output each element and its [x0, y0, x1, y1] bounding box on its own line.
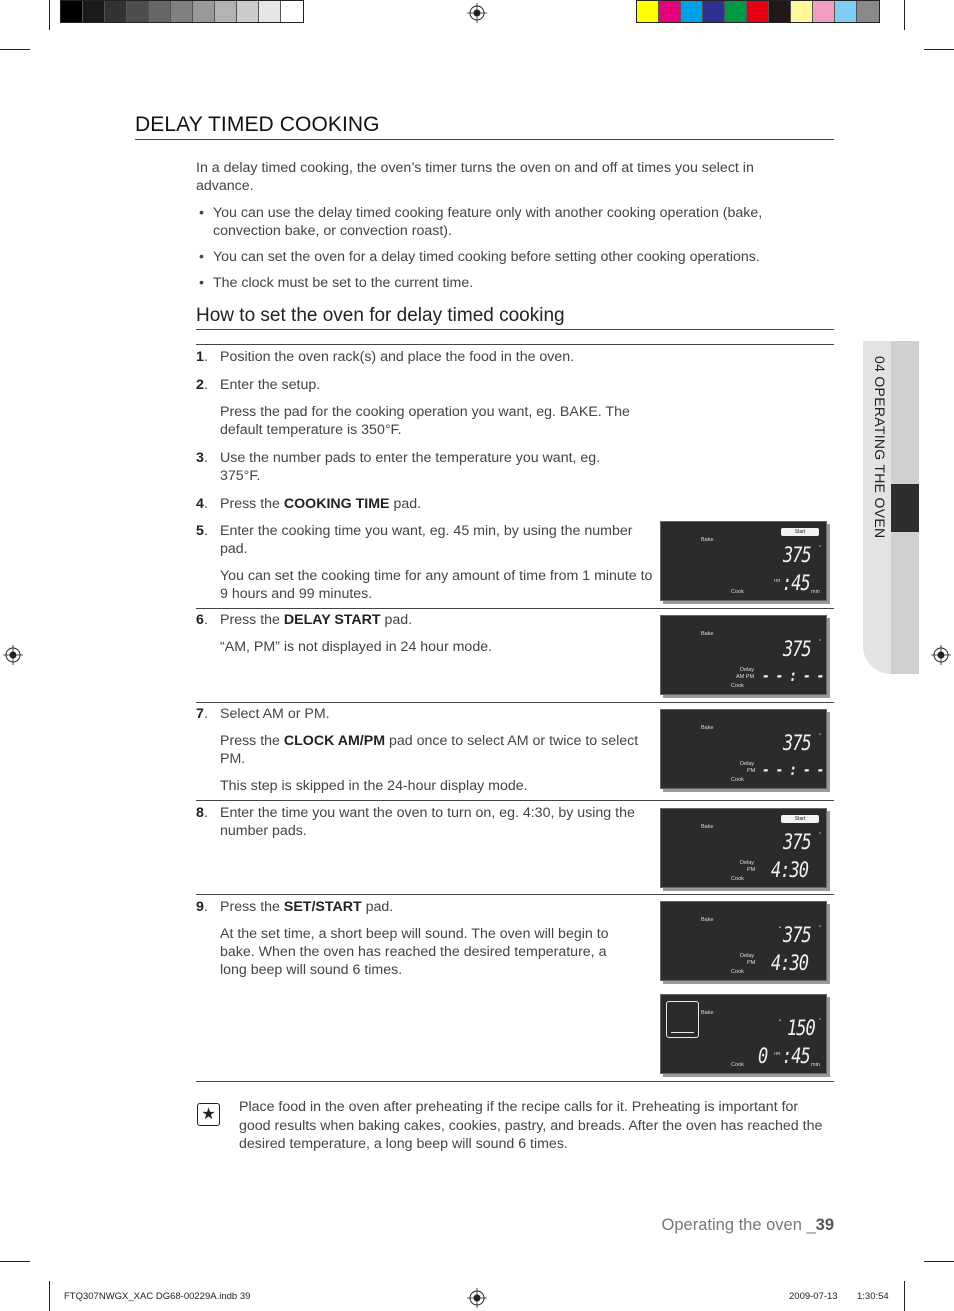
display-ampm-label: PM	[747, 768, 756, 774]
page-footer	[662, 1216, 834, 1235]
step-detail: Press the CLOCK AM/PM pad once to select AM or twice to select PM.	[220, 733, 639, 767]
pad-name: COOKING TIME	[283, 496, 390, 512]
display-cook-label: Cook	[731, 777, 744, 783]
crop-mark	[49, 0, 50, 30]
step-7: 7 . Select AM or PM. Press the CLOCK AM/PM pad once to select AM or twice to select PM. This step is skipped in the 24-hour display mode.	[196, 705, 656, 804]
display-time: 4:30	[771, 951, 808, 976]
display-min-label: min	[811, 1062, 820, 1068]
color-swatch	[281, 1, 303, 22]
oven-display-cook-time	[660, 521, 827, 601]
degree-mark: °	[819, 832, 822, 838]
display-ampm-label: AM PM	[736, 674, 755, 680]
registration-mark-icon	[467, 1288, 487, 1308]
color-swatch	[259, 1, 281, 22]
crop-mark	[904, 1281, 905, 1311]
color-swatch	[637, 1, 659, 22]
display-cook-label: Cook	[731, 589, 744, 595]
step-detail: This step is skipped in the 24-hour display mode.	[220, 778, 528, 794]
display-time: - - : - -	[762, 667, 824, 686]
step-number: 4	[196, 496, 204, 512]
step-detail: You can set the cooking time for any amount of time from 1 minute to 9 hours and 99 minutes.	[220, 568, 653, 602]
step-8: 8 . Enter the time you want the oven to turn on, eg. 4:30, by using the number pads.	[196, 804, 656, 849]
step-1: 1 . Position the oven rack(s) and place the food in the oven.	[196, 348, 656, 375]
degree-mark: °	[819, 639, 822, 645]
pad-name: SET/START	[283, 899, 362, 915]
intro-paragraph: In a delay timed cooking, the oven’s timer turns the oven on and off at times you select in advance.	[196, 160, 754, 194]
color-swatch	[149, 1, 171, 22]
step-6: 6 . Press the DELAY START pad. “AM, PM” is not displayed in 24 hour mode.	[196, 611, 656, 665]
page-title: DELAY TIMED COOKING	[135, 113, 834, 140]
display-cook-label: Cook	[731, 969, 744, 975]
bullet-item: • You can use the delay timed cooking feature only with another cooking operation (bake, convection bake, or convection roast).	[196, 204, 796, 240]
oven-display-delay-pm	[660, 709, 827, 789]
display-mode-label: Bake	[701, 1010, 714, 1016]
crop-mark	[904, 0, 905, 30]
step-text: Press the DELAY START pad.	[220, 612, 413, 628]
step-5: 5 . Enter the cooking time you want, eg. 45 min, by using the number pad. You can set the cooking time for any amount of time from 1 minute to 9 hours and 99 minutes.	[196, 522, 656, 612]
color-swatch	[791, 1, 813, 22]
divider	[196, 344, 834, 345]
display-temperature: 375	[783, 731, 811, 756]
slug-date: 2009-07-13	[789, 1291, 838, 1302]
divider	[196, 894, 834, 895]
color-swatch	[725, 1, 747, 22]
step-number: 6	[196, 612, 204, 628]
divider	[196, 1081, 834, 1082]
registration-mark-icon	[931, 645, 951, 665]
step-3: 3 . Use the number pads to enter the temperature you want, eg. 375°F.	[196, 449, 636, 494]
step-detail: Press the pad for the cooking operation you want, eg. BAKE. The default temperature is 350°F.	[220, 404, 630, 438]
color-swatch	[857, 1, 879, 22]
display-temperature: 375	[783, 923, 811, 948]
color-swatch	[61, 1, 83, 22]
color-swatch-bar	[636, 0, 880, 23]
step-9: 9 . Press the SET/START pad. At the set time, a short beep will sound. The oven will begin to bake. When the oven has reached the desired temperature, a long beep will sound 6 times.	[196, 898, 636, 988]
indicator-dot: •	[779, 1018, 781, 1024]
color-swatch	[813, 1, 835, 22]
step-number: 5	[196, 523, 204, 539]
step-text: Enter the setup.	[220, 377, 321, 393]
color-swatch	[215, 1, 237, 22]
display-mode-label: Bake	[701, 537, 714, 543]
display-start-indicator: Start	[781, 528, 819, 536]
star-note-icon: ★	[197, 1103, 220, 1126]
side-tab-label: 04 OPERATING THE OVEN	[872, 356, 888, 539]
step-number: 1	[196, 349, 204, 365]
display-cook-label: Cook	[731, 683, 744, 689]
display-mode-label: Bake	[701, 824, 714, 830]
step-text: Enter the cooking time you want, eg. 45 min, by using the number pad.	[220, 523, 633, 557]
display-hr-label: HR	[774, 1051, 781, 1056]
step-number: 7	[196, 706, 204, 722]
crop-mark	[924, 49, 954, 50]
color-swatch	[193, 1, 215, 22]
crop-mark	[0, 49, 30, 50]
oven-display-delay-time	[660, 808, 827, 888]
step-text: Select AM or PM.	[220, 706, 330, 722]
display-cook-label: Cook	[731, 876, 744, 882]
bullet-item: • The clock must be set to the current time.	[196, 274, 796, 292]
divider	[196, 702, 834, 703]
display-ampm-label: PM	[747, 867, 756, 873]
gray-swatch-bar	[60, 0, 304, 23]
pad-name: CLOCK AM/PM	[283, 733, 386, 749]
step-detail: At the set time, a short beep will sound. The oven will begin to bake. When the oven has reached the desired temperature, a long beep will sound 6 times.	[220, 926, 609, 978]
slug-file: FTQ307NWGX_XAC DG68-00229A.indb 39	[64, 1291, 251, 1302]
color-swatch	[835, 1, 857, 22]
degree-mark: °	[819, 733, 822, 739]
step-text: Position the oven rack(s) and place the food in the oven.	[220, 349, 575, 365]
display-time: :45	[782, 1044, 810, 1069]
color-swatch	[105, 1, 127, 22]
display-hr-label: HR	[774, 578, 781, 583]
oven-display-preheating	[660, 994, 827, 1074]
preheat-indicator-icon	[666, 1001, 699, 1038]
degree-mark: °	[819, 545, 822, 551]
display-mode-label: Bake	[701, 631, 714, 637]
step-number: 9	[196, 899, 204, 915]
color-swatch	[659, 1, 681, 22]
degree-mark: °	[819, 1018, 822, 1024]
color-swatch	[237, 1, 259, 22]
display-mode-label: Bake	[701, 917, 714, 923]
display-temperature: 150	[787, 1016, 815, 1041]
display-temperature: 375	[783, 830, 811, 855]
crop-mark	[924, 1261, 954, 1262]
display-delay-label: Delay	[740, 667, 755, 673]
display-delay-label: Delay	[740, 860, 755, 866]
color-swatch	[703, 1, 725, 22]
step-detail: “AM, PM” is not displayed in 24 hour mode.	[220, 639, 493, 655]
display-temperature: 375	[783, 543, 811, 568]
display-delay-label: Delay	[740, 953, 755, 959]
display-delay-label: Delay	[740, 761, 755, 767]
step-text: Enter the time you want the oven to turn on, eg. 4:30, by using the number pads.	[220, 805, 635, 839]
color-swatch	[83, 1, 105, 22]
section-subtitle: How to set the oven for delay timed cooking	[196, 305, 834, 330]
display-cook-label: Cook	[731, 1062, 744, 1068]
color-swatch	[171, 1, 193, 22]
registration-mark-icon	[3, 645, 23, 665]
step-text: Press the SET/START pad.	[220, 899, 394, 915]
indicator-dot: •	[779, 925, 781, 931]
bullet-item: • You can set the oven for a delay timed cooking before setting other cooking operations.	[196, 248, 796, 266]
display-time: - - : - -	[762, 761, 824, 780]
step-2: 2 . Enter the setup. Press the pad for the cooking operation you want, eg. BAKE. The default temperature is 350°F.	[196, 376, 656, 448]
oven-display-set-start	[660, 901, 827, 981]
footer-label: Operating the oven _	[661, 1216, 816, 1234]
display-start-indicator: Start	[781, 815, 819, 823]
color-swatch	[681, 1, 703, 22]
step-text: Press the COOKING TIME pad.	[220, 496, 422, 512]
step-4: 4 . Press the COOKING TIME pad.	[196, 495, 656, 522]
step-number: 3	[196, 450, 204, 466]
registration-mark-icon	[467, 3, 487, 23]
display-time: 4:30	[771, 858, 808, 883]
display-time: :45	[782, 571, 810, 596]
color-swatch	[769, 1, 791, 22]
display-mode-label: Bake	[701, 725, 714, 731]
crop-mark	[49, 1281, 50, 1311]
crop-mark	[0, 1261, 30, 1262]
step-text: Use the number pads to enter the temperature you want, eg. 375°F.	[220, 450, 601, 484]
degree-mark: °	[819, 925, 822, 931]
slug-time: 1:30:54	[857, 1291, 889, 1302]
step-number: 2	[196, 377, 204, 393]
pad-name: DELAY START	[283, 612, 381, 628]
page-number: 39	[815, 1216, 834, 1234]
bullet-list	[196, 204, 796, 300]
color-swatch	[747, 1, 769, 22]
display-hours: 0	[758, 1044, 768, 1069]
step-number: 8	[196, 805, 204, 821]
display-ampm-label: PM	[747, 960, 756, 966]
oven-display-delay-ampm	[660, 615, 827, 695]
color-swatch	[127, 1, 149, 22]
note-text: Place food in the oven after preheating if the recipe calls for it. Preheating is important for good results when baking cakes, cookies, pastry, and breads. After the oven has reached the desired temperature, a long beep will sound 6 times.	[239, 1099, 823, 1152]
side-tab-marker	[891, 484, 919, 532]
display-min-label: min	[811, 589, 820, 595]
display-temperature: 375	[783, 637, 811, 662]
